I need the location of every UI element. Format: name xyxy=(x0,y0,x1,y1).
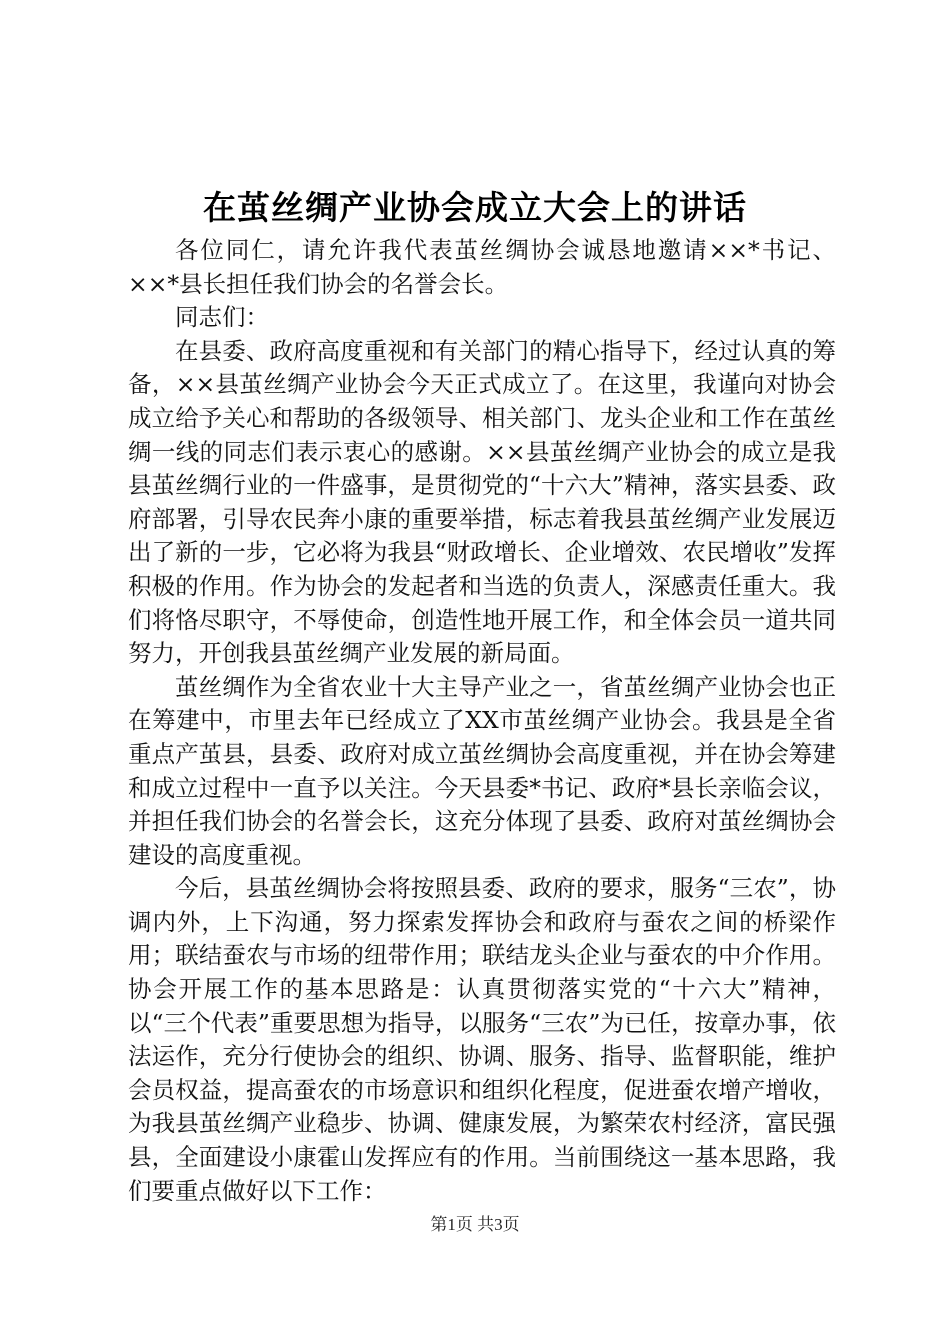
paragraph-establishment: 在县委、政府高度重视和有关部门的精心指导下，经过认真的筹备，××县茧丝绸产业协会今天正式成立了。在这里，我谨向对协会成立给予关心和帮助的各级领导、相关部门、龙头企业和工作在茧丝绸一线的同志们表示衷心的感谢。××县茧丝绸产业协会的成立是我县茧丝绸行业的一件盛事，是贯彻党的“十六大”精神，落实县委、政府部署，引导农民奔小康的重要举措，标志着我县茧丝绸产业发展迈出了新的一步，它必将为我县“财政增长、企业增效、农民增收”发挥积极的作用。作为协会的发起者和当选的负责人，深感责任重大。我们将恪尽职守，不辱使命，创造性地开展工作，和全体会员一道共同努力，开创我县茧丝绸产业发展的新局面。 xyxy=(128,336,836,668)
document-body xyxy=(128,234,836,1208)
document-title: 在茧丝绸产业协会成立大会上的讲话 xyxy=(203,188,747,227)
paragraph-salutation: 同志们： xyxy=(175,303,269,332)
paragraph-background: 茧丝绸作为全省农业十大主导产业之一，省茧丝绸产业协会也正在筹建中，市里去年已经成立了XX市茧丝绸产业协会。我县是全省重点产茧县，县委、政府对成立茧丝绸协会高度重视，并在协会筹建和成立过程中一直予以关注。今天县委*书记、政府*县长亲临会议，并担任我们协会的名誉会长，这充分体现了县委、政府对茧丝绸协会建设的高度重视。 xyxy=(128,672,836,869)
paragraph-future-work: 今后，县茧丝绸协会将按照县委、政府的要求，服务“三农”，协调内外，上下沟通，努力探索发挥协会和政府与蚕农之间的桥梁作用；联结蚕农与市场的纽带作用；联结龙头企业与蚕农的中介作用。协会开展工作的基本思路是：认真贯彻落实党的“十六大”精神，以“三个代表”重要思想为指导，以服务“三农”为已任，按章办事，依法运作，充分行使协会的组织、协调、服务、指导、监督职能，维护会员权益，提高蚕农的市场意识和组织化程度，促进蚕农增产增收，为我县茧丝绸产业稳步、协调、健康发展，为繁荣农村经济，富民强县，全面建设小康霍山发挥应有的作用。当前围绕这一基本思路，我们要重点做好以下工作： xyxy=(128,874,836,1205)
paragraph-invitation: 各位同仁，请允许我代表茧丝绸协会诚恳地邀请××*书记、××*县长担任我们协会的名誉会长。 xyxy=(128,236,836,298)
page-number-footer: 第1页 共3页 xyxy=(430,1215,520,1234)
